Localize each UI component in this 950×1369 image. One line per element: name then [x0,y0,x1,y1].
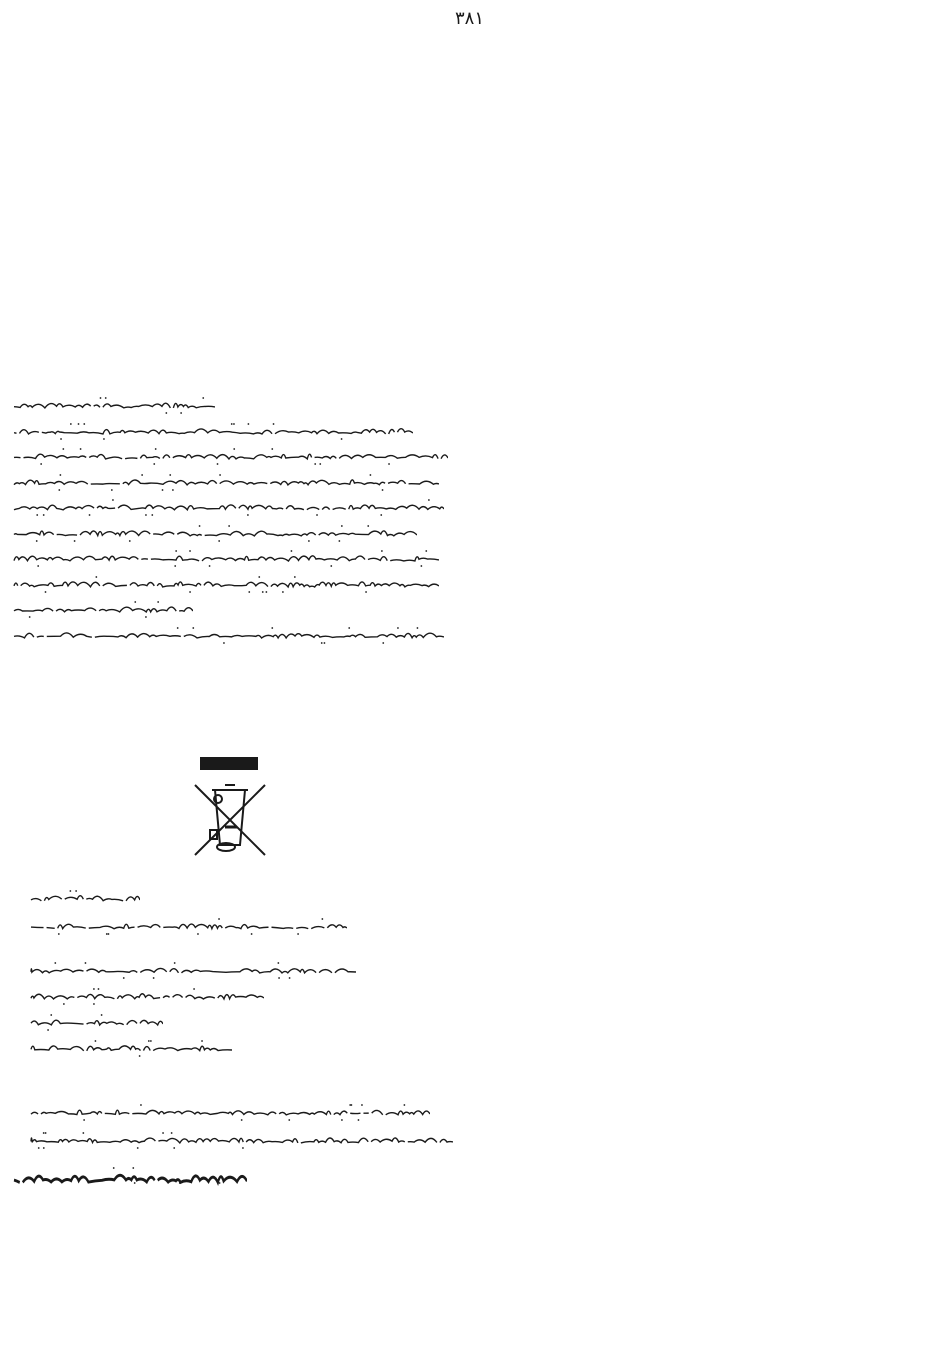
main-text-line-1 [8,395,215,415]
bottom-heading-line [8,1165,247,1193]
main-text-line-3 [8,446,448,466]
main-text-line-4 [8,472,439,492]
main-text-line-10 [8,625,444,645]
main-text-line-9 [8,599,193,619]
main-text-line-8 [8,574,439,594]
page-number: ٣٨١ [455,8,485,29]
footer-text-line-2 [25,1130,453,1150]
info-text-line-1 [25,960,356,980]
main-text-line-6 [8,523,417,543]
crossed-out-wheelie-bin-icon [190,755,270,860]
info-text-line-4 [25,1038,232,1058]
footer-text-line-1 [25,1102,430,1122]
info-text-line-2 [25,986,264,1006]
main-text-line-5 [8,497,444,517]
main-text-line-7 [8,548,439,568]
address-line-2 [25,916,347,936]
address-line-1 [25,888,140,908]
info-text-line-3 [25,1012,163,1032]
main-text-line-2 [8,421,413,441]
